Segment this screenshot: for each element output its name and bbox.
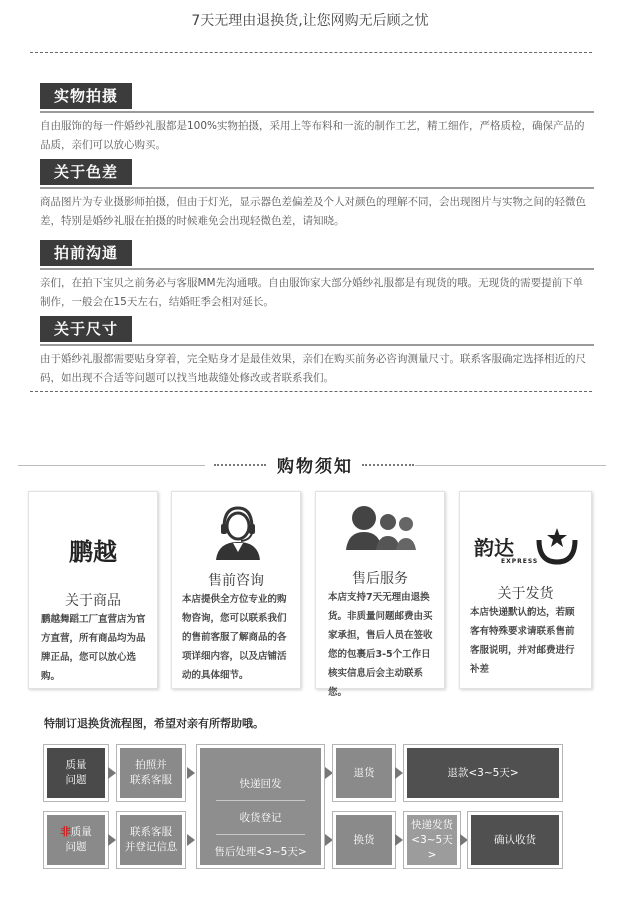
section-text-color-diff: 商品图片为专业摄影师拍摄，但由于灯光，显示器色差偏差及个人对颜色的理解不同，会出现图片与实物之间的轻微色差，特别是婚纱礼服在拍摄的时候难免会出现轻微色差，请知晓。 — [40, 196, 586, 227]
card-title-shipping: 关于发货 — [497, 586, 554, 602]
flow-photo-contact-cs: 拍照并 联系客服 — [117, 745, 185, 801]
yunda-logo-icon — [535, 526, 579, 566]
section-title-color-diff: 关于色差 — [40, 159, 132, 185]
notice-divider — [30, 391, 592, 392]
section-underline — [40, 111, 594, 113]
section-underline — [40, 344, 594, 346]
brand-logo-pengyue: 鹏越 — [69, 538, 117, 566]
flow-arrow — [187, 767, 195, 779]
card-title-presale: 售前咨询 — [208, 573, 264, 589]
customer-service-headset-icon — [208, 500, 268, 560]
brand-logo-yunda: 韵达 — [474, 536, 514, 560]
top-divider — [30, 52, 592, 53]
card-products — [28, 491, 158, 689]
flow-refund: 退款<3~5天> — [404, 745, 562, 801]
flow-arrow — [108, 834, 116, 846]
section-text-communication: 亲们，在拍下宝贝之前务必与客服MM先沟通哦。自由服饰家大部分婚纱礼服都是有现货的哦。无现货的需要提前下单制作，一般会在15天左右，结婚旺季会相对延长。 — [40, 277, 584, 308]
section-title-real-photo: 实物拍摄 — [40, 83, 132, 109]
section-title-size: 关于尺寸 — [40, 316, 132, 342]
flow-ship-back: 快递回发 — [239, 778, 282, 790]
top-slogan: 7天无理由退换货,让您网购无后顾之忧 — [191, 13, 429, 29]
section-underline — [40, 268, 594, 270]
card-shipping — [459, 491, 592, 689]
section-title-communication: 拍前沟通 — [40, 240, 132, 266]
flow-arrow — [187, 834, 195, 846]
card-title-products: 关于商品 — [65, 593, 121, 609]
flow-arrow — [325, 834, 333, 846]
card-text-aftersale: 本店支持7天无理由退换货。非质量问题邮费由买家承担，售后人员在签收您的包裹后3-5个工作日核实信息后会主动联系您。 — [328, 592, 433, 698]
flow-arrow — [395, 767, 403, 779]
card-text-products: 鹏越舞蹈工厂直营店为官方直营，所有商品均为品牌正品，您可以放心选购。 — [41, 614, 146, 682]
flow-arrow — [460, 834, 468, 846]
shopping-notice-heading: 购物须知 — [277, 457, 353, 477]
flow-contact-register: 联系客服 并登记信息 — [117, 812, 185, 868]
section-text-size: 由于婚纱礼服都需要贴身穿着，完全贴身才是最佳效果，亲们在购买前务必咨询测量尺寸。联系客服确定选择相近的尺码，如出现不合适等问题可以找当地裁缝处修改或者联系我们。 — [40, 353, 586, 384]
section-underline — [40, 187, 594, 189]
flow-quality-issue: 质量 问题 — [44, 745, 108, 801]
flow-ship-exchange: 快递发货 <3~5天> — [404, 812, 460, 868]
flow-non-quality-text: 质量 问题 — [65, 826, 92, 853]
flow-arrow — [395, 834, 403, 846]
card-title-aftersale: 售后服务 — [352, 571, 408, 587]
flow-receive-register: 收货登记 — [239, 812, 282, 824]
non-mark: 非 — [60, 826, 71, 838]
section-text-real-photo: 自由服饰的每一件婚纱礼服都是100%实物拍摄，采用上等布料和一流的制作工艺，精工细作，严格质检，确保产品的品质，亲们可以放心购买。 — [40, 120, 585, 151]
card-presale — [171, 491, 301, 689]
heading-dots-left — [214, 464, 266, 466]
flow-return-process-panel — [197, 745, 324, 868]
card-text-shipping: 本店快递默认韵达，若顾客有特殊要求请联系售前客服说明，并对邮费进行补差 — [470, 607, 575, 675]
flow-exchange-goods: 换货 — [333, 812, 395, 868]
flow-non-quality-issue — [44, 812, 108, 868]
flow-confirm-receipt: 确认收货 — [468, 812, 562, 868]
flow-arrow — [325, 767, 333, 779]
heading-dots-right — [362, 464, 414, 466]
flow-aftersale-process: 售后处理<3~5天> — [214, 846, 307, 858]
flow-return-goods: 退货 — [333, 745, 395, 801]
flow-arrow — [108, 767, 116, 779]
flow-caption: 特制订退换货流程图，希望对亲有所帮助哦。 — [44, 717, 264, 730]
card-text-presale: 本店提供全方位专业的购物咨询，您可以联系我们的售前客服了解商品的各项详细内容，以及店铺活动的具体细节。 — [182, 594, 287, 681]
card-aftersale — [315, 491, 445, 698]
service-team-icon — [342, 502, 422, 550]
brand-logo-express: EXPRESS — [501, 558, 539, 565]
